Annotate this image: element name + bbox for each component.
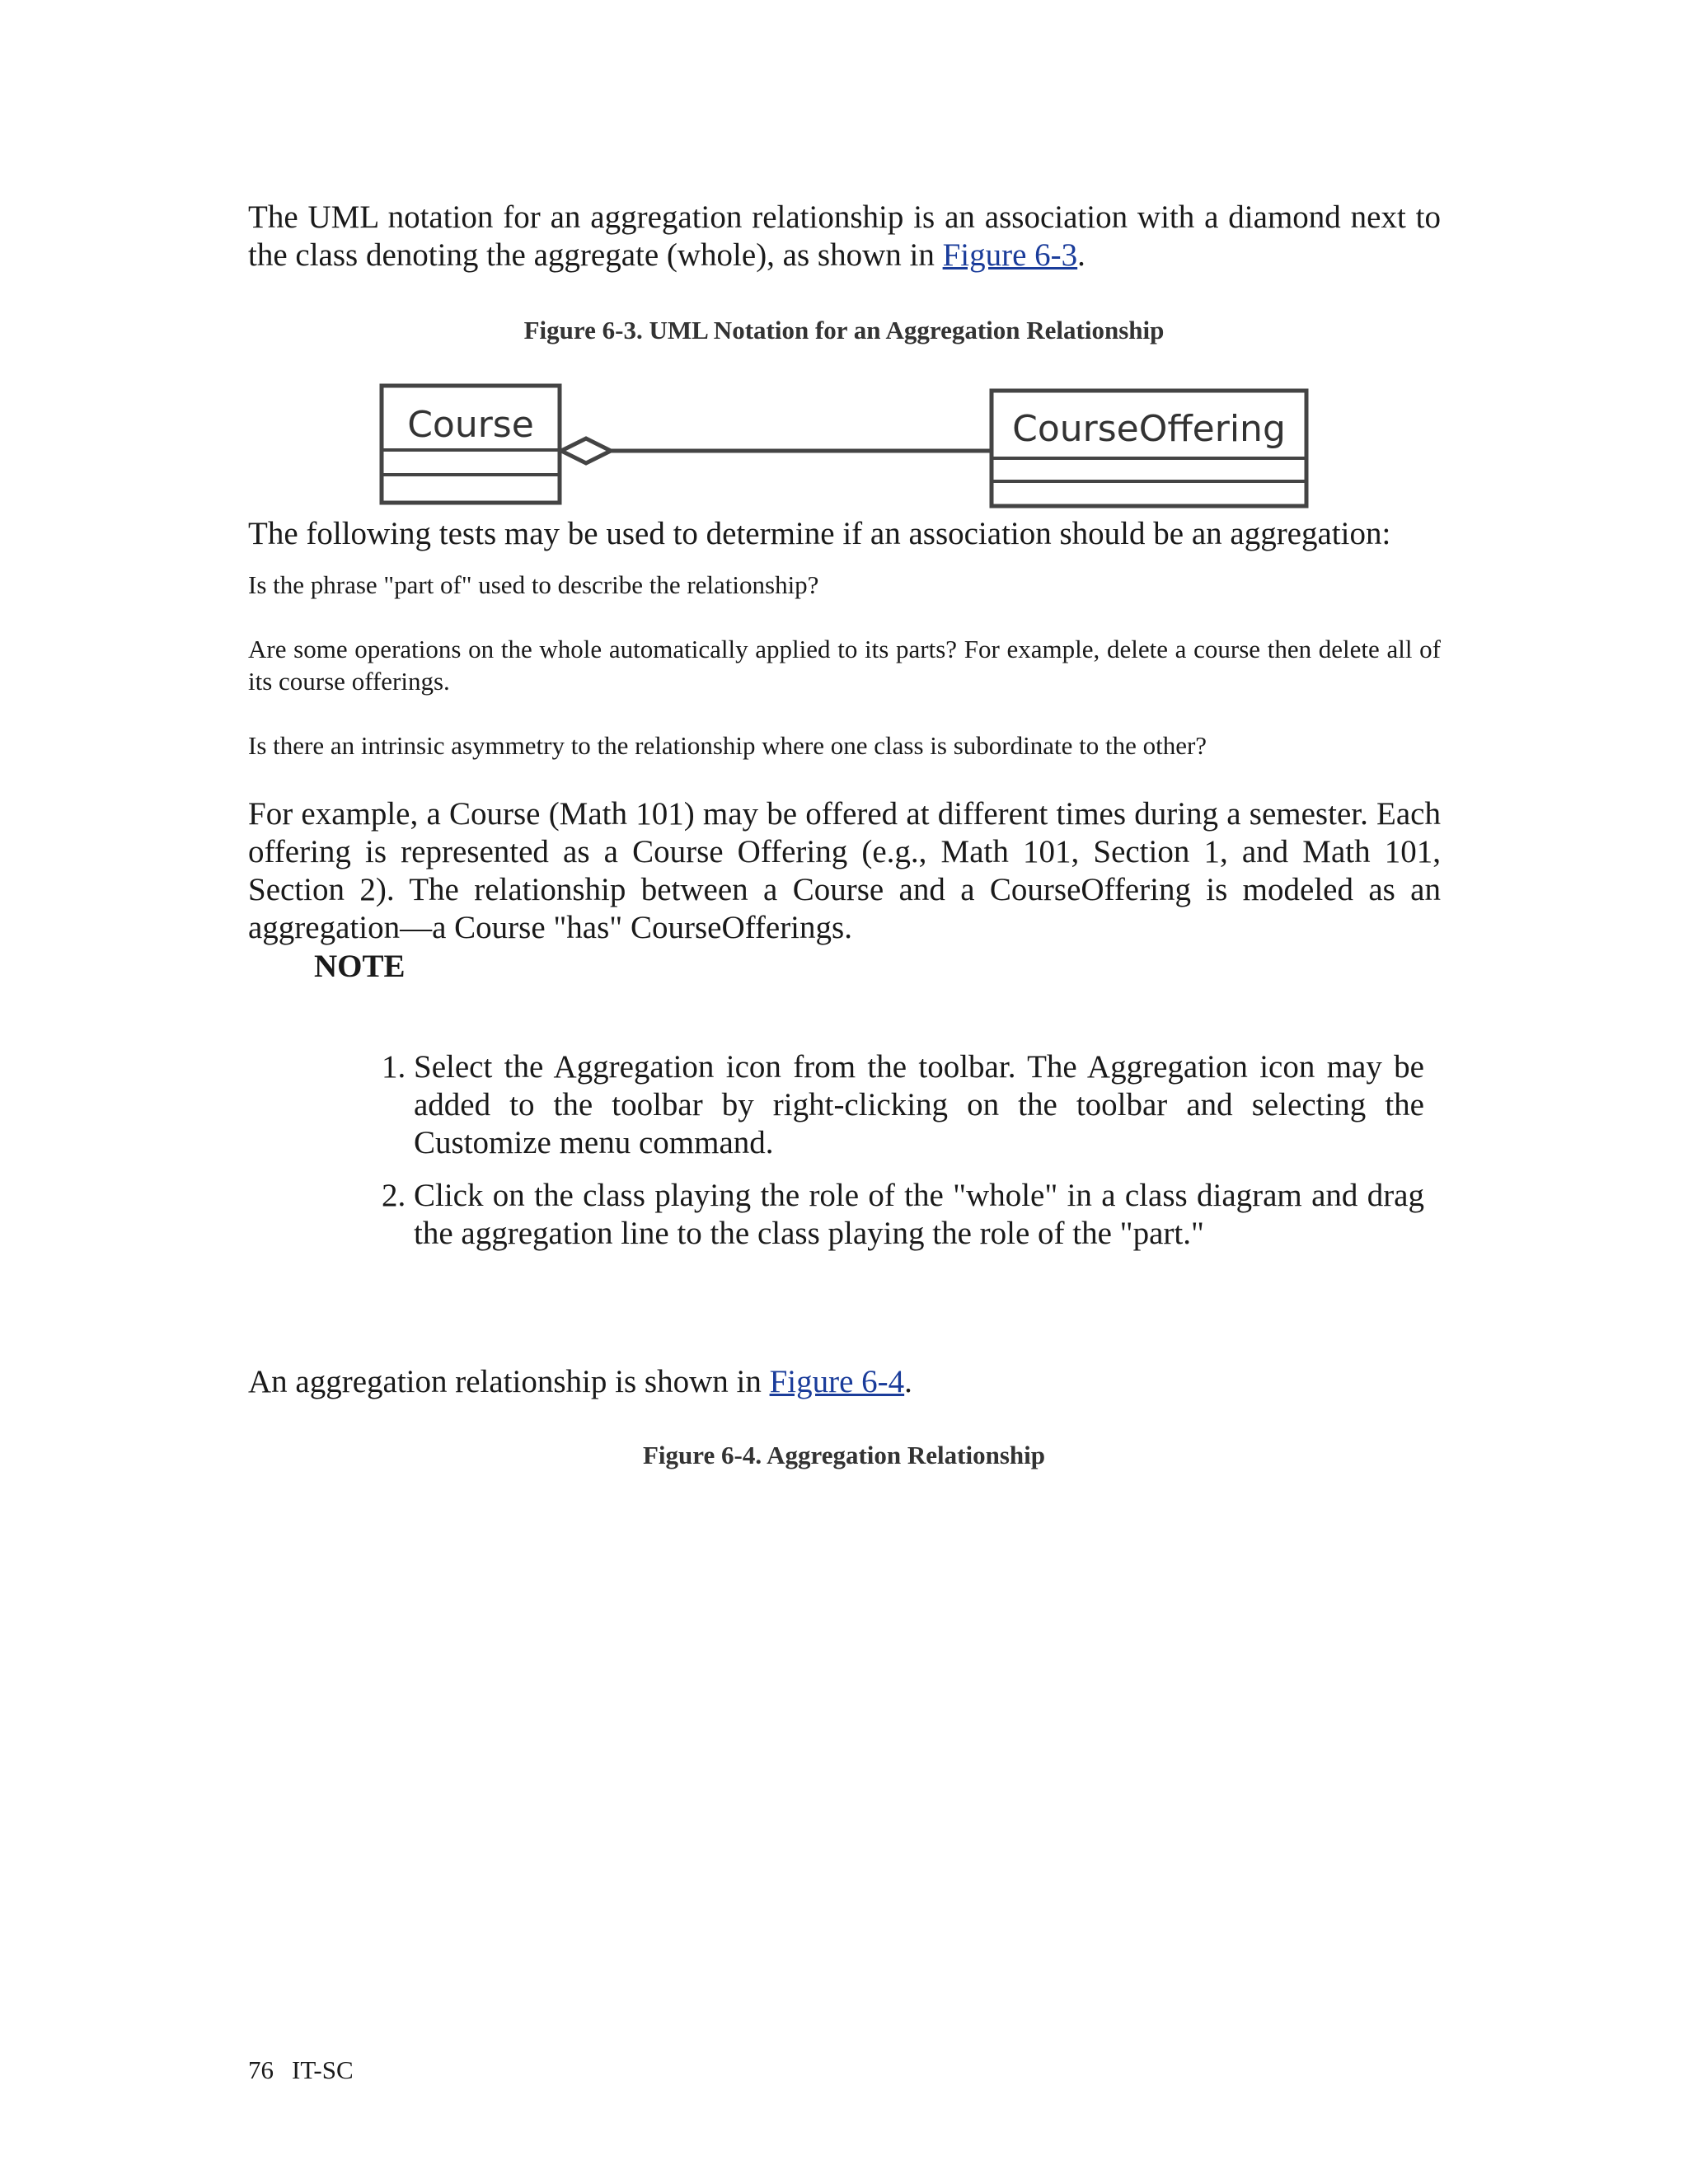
note-label: NOTE <box>314 949 406 984</box>
intro-period: . <box>1077 237 1085 273</box>
step-2: 2. Click on the class playing the role of the "whole" in a class diagram and drag the aggregation line to the class playing the role of the "part." <box>414 1177 1424 1253</box>
test-item-1: Is the phrase "part of" used to describe the relationship? <box>248 570 819 599</box>
footer-label: IT-SC <box>292 2055 354 2084</box>
figure-6-3-caption: Figure 6-3. UML Notation for an Aggregation Relationship <box>523 316 1165 344</box>
aggregation-diamond-icon <box>561 438 611 463</box>
aggregation-connector <box>561 438 992 463</box>
example-paragraph: For example, a Course (Math 101) may be offered at different times during a semester. Each offering is represented as a Course Offering (e.g., Math 101, Section 1, and Math 101, Section 2). The relationship between a Course and a CourseOffering is modeled as an aggregation—a Course "has" CourseOfferings. <box>248 796 1441 945</box>
figure-6-3-link[interactable]: Figure 6-3 <box>942 237 1078 273</box>
page-footer <box>248 2055 372 2085</box>
aggregation-diagram <box>375 379 1315 511</box>
test-item-2: Are some operations on the whole automatically applied to its parts? For example, delete a course then delete all of its course offerings. <box>248 635 1441 696</box>
test-item-3: Is there an intrinsic asymmetry to the relationship where one class is subordinate to the other? <box>248 731 1207 760</box>
figure-6-4-link[interactable]: Figure 6-4 <box>769 1364 905 1399</box>
steps-list <box>363 1048 1424 1268</box>
intro-text: The UML notation for an aggregation relationship is an association with a diamond next to the class denoting the aggregate (whole), as shown in <box>248 199 1441 273</box>
figure-6-4-caption: Figure 6-4. Aggregation Relationship <box>643 1441 1045 1469</box>
course-class-box <box>382 386 560 503</box>
tests-intro: The following tests may be used to determine if an association should be an aggregation: <box>248 516 1391 551</box>
shown-period: . <box>904 1364 912 1399</box>
courseoffering-class-name: CourseOffering <box>1012 408 1286 450</box>
courseoffering-class-box <box>992 391 1306 506</box>
page-number: 76 <box>248 2055 274 2084</box>
course-class-name: Course <box>407 404 534 446</box>
shown-text: An aggregation relationship is shown in <box>248 1364 770 1399</box>
shown-paragraph <box>248 1363 1441 1401</box>
intro-paragraph <box>248 199 1441 274</box>
step-1: 1. Select the Aggregation icon from the toolbar. The Aggregation icon may be added to the toolbar by right-clicking on the toolbar and selecting the Customize menu command. <box>414 1048 1424 1162</box>
